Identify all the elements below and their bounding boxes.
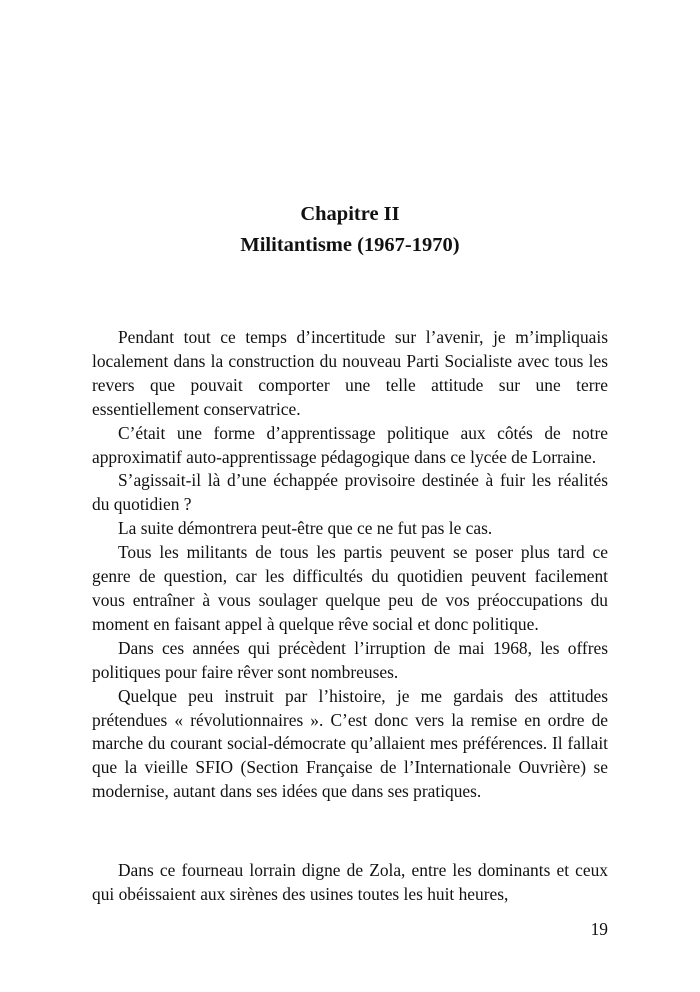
paragraph: S’agissait-il là d’une échappée provisoire destinée à fuir les réalités du quotidien ? [92, 470, 608, 515]
paragraph: C’était une forme d’apprentissage politique aux côtés de notre approximatif auto-apprentissage pédagogique dans ce lycée de Lorraine. [92, 422, 608, 467]
page-number: 19 [590, 919, 608, 939]
body-text-continued [92, 859, 608, 907]
paragraph: Pendant tout ce temps d’incertitude sur l’avenir, je m’impliquais localement dans la construction du nouveau Parti Socialiste avec tous les revers que pouvait comporter une telle attitude sur une terre essentiellement conservatrice. [92, 327, 608, 419]
chapter-number: Chapitre II [300, 203, 400, 225]
paragraph: Dans ces années qui précèdent l’irruption de mai 1968, les offres politiques pour faire rêver sont nombreuses. [92, 637, 608, 682]
paragraph: Tous les militants de tous les partis peuvent se poser plus tard ce genre de question, car les difficultés du quotidien peuvent facilement vous entraîner à vous soulager quelque peu de vos préoccupations du moment en faisant appel à quelque rêve social et donc politique. [92, 542, 608, 634]
chapter-title: Militantisme (1967-1970) [240, 234, 460, 256]
paragraph: Dans ce fourneau lorrain digne de Zola, entre les dominants et ceux qui obéissaient aux sirènes des usines toutes les huit heures, [92, 860, 608, 904]
paragraph: La suite démontrera peut-être que ce ne fut pas le cas. [118, 518, 493, 539]
body-text-main [92, 326, 608, 804]
paragraph: Quelque peu instruit par l’histoire, je me gardais des attitudes prétendues « révolutionnaires ». C’est donc vers la remise en ordre de marche du courant social-démocrate qu’allaient mes préférences. Il fallait que la vieille SFIO (Section Française de l’Internationale Ouvrière) se modernise, autant dans ses idées que dans ses pratiques. [92, 685, 608, 802]
